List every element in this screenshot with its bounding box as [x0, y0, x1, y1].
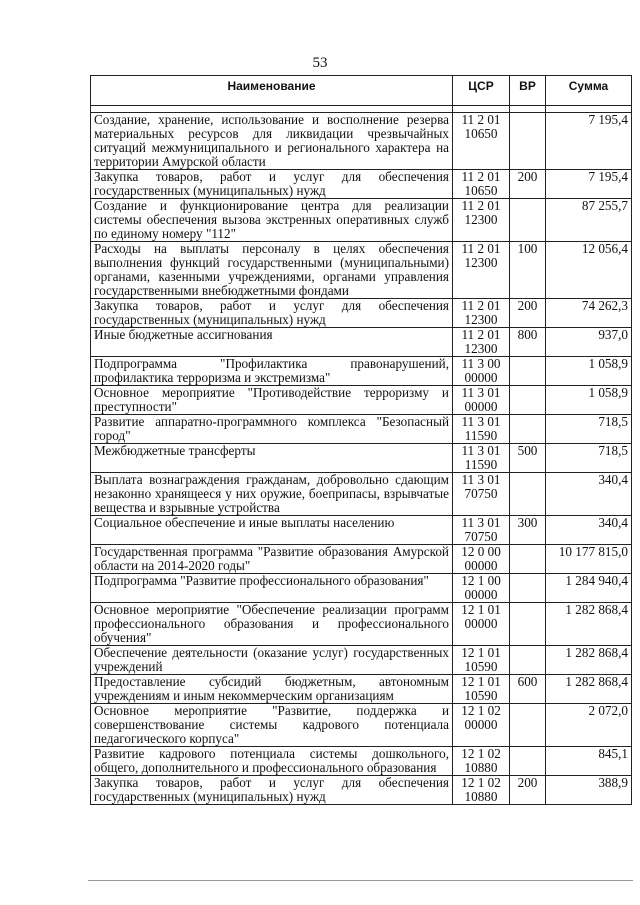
row-sum: 340,4 [546, 473, 632, 516]
row-name: Развитие аппаратно-программного комплекса "Безопасный город" [91, 415, 453, 444]
row-vr [510, 646, 546, 675]
row-name: Основное мероприятие "Развитие, поддержка и совершенствование системы кадрового потенциала педагогического корпуса" [91, 704, 453, 747]
row-csr-direction: 10650 [464, 183, 498, 198]
row-sum: 1 284 940,4 [546, 574, 632, 603]
row-vr [510, 357, 546, 386]
row-csr-direction: 12300 [464, 255, 498, 270]
row-vr [510, 199, 546, 242]
table-row [91, 574, 632, 603]
table-header-row [91, 76, 632, 106]
row-csr-program: 11 2 01 [461, 198, 501, 213]
row-csr-direction: 00000 [464, 370, 498, 385]
row-csr [453, 386, 510, 415]
table-row [91, 545, 632, 574]
row-vr: 200 [510, 776, 546, 805]
row-vr [510, 704, 546, 747]
row-csr [453, 170, 510, 199]
row-csr [453, 675, 510, 704]
table-row [91, 675, 632, 704]
row-csr-direction: 00000 [464, 616, 498, 631]
row-csr-program: 12 1 02 [461, 746, 501, 761]
row-csr [453, 545, 510, 574]
row-csr-direction: 11590 [464, 457, 498, 472]
row-vr: 300 [510, 516, 546, 545]
row-csr-direction: 10590 [464, 688, 498, 703]
row-vr: 600 [510, 675, 546, 704]
row-name: Государственная программа "Развитие образования Амурской области на 2014-2020 годы" [91, 545, 453, 574]
row-csr [453, 199, 510, 242]
row-sum: 388,9 [546, 776, 632, 805]
row-csr-program: 12 1 00 [461, 573, 501, 588]
table-row [91, 776, 632, 805]
row-csr [453, 516, 510, 545]
table-row [91, 415, 632, 444]
row-vr [510, 545, 546, 574]
row-csr-direction: 10650 [464, 126, 498, 141]
row-csr [453, 603, 510, 646]
row-sum: 1 282 868,4 [546, 603, 632, 646]
header-name: Наименование [91, 76, 453, 106]
row-csr [453, 357, 510, 386]
row-name: Закупка товаров, работ и услуг для обеспечения государственных (муниципальных) нужд [91, 299, 453, 328]
row-sum: 937,0 [546, 328, 632, 357]
row-csr-program: 11 3 01 [461, 385, 501, 400]
header-vr: ВР [510, 76, 546, 106]
row-csr-program: 12 1 01 [461, 645, 501, 660]
table-row [91, 646, 632, 675]
row-name: Обеспечение деятельности (оказание услуг) государственных учреждений [91, 646, 453, 675]
table-row [91, 357, 632, 386]
row-name: Выплата вознаграждения гражданам, добровольно сдающим незаконно хранящееся у них оружие, боеприпасы, взрывчатые вещества и взрывные устройства [91, 473, 453, 516]
row-csr [453, 776, 510, 805]
row-csr-program: 11 3 01 [461, 472, 501, 487]
row-name: Социальное обеспечение и иные выплаты населению [91, 516, 453, 545]
row-csr [453, 747, 510, 776]
row-name: Подпрограмма "Развитие профессионального образования" [91, 574, 453, 603]
row-sum: 1 282 868,4 [546, 646, 632, 675]
table-row [91, 328, 632, 357]
row-vr: 100 [510, 242, 546, 299]
row-csr-direction: 12300 [464, 212, 498, 227]
row-csr [453, 328, 510, 357]
row-csr-program: 11 3 01 [461, 414, 501, 429]
table-row [91, 704, 632, 747]
row-csr-direction: 12300 [464, 312, 498, 327]
row-vr [510, 415, 546, 444]
row-vr [510, 113, 546, 170]
row-csr-program: 11 3 00 [461, 356, 501, 371]
row-name: Создание и функционирование центра для реализации системы обеспечения вызова экстренных оперативных служб по единому номеру "112" [91, 199, 453, 242]
row-csr-program: 11 2 01 [461, 298, 501, 313]
table-row [91, 516, 632, 545]
row-vr [510, 574, 546, 603]
row-sum: 2 072,0 [546, 704, 632, 747]
row-csr [453, 473, 510, 516]
row-vr [510, 603, 546, 646]
table-row [91, 444, 632, 473]
row-vr: 200 [510, 299, 546, 328]
row-name: Иные бюджетные ассигнования [91, 328, 453, 357]
row-name: Основное мероприятие "Обеспечение реализации программ профессионального образования и профессионального обучения" [91, 603, 453, 646]
row-csr-direction: 00000 [464, 399, 498, 414]
row-csr-program: 11 2 01 [461, 169, 501, 184]
row-vr: 500 [510, 444, 546, 473]
row-vr: 200 [510, 170, 546, 199]
page-bottom-rule [88, 880, 633, 881]
row-name: Создание, хранение, использование и восполнение резерва материальных ресурсов для ликвидации чрезвычайных ситуаций межмуниципального и регионального характера на территории Амурской области [91, 113, 453, 170]
row-csr-direction: 70750 [464, 486, 498, 501]
row-sum: 340,4 [546, 516, 632, 545]
row-sum: 718,5 [546, 444, 632, 473]
row-csr [453, 574, 510, 603]
row-csr-program: 12 0 00 [461, 544, 501, 559]
row-csr-direction: 00000 [464, 558, 498, 573]
row-sum: 845,1 [546, 747, 632, 776]
row-csr-direction: 00000 [464, 587, 498, 602]
row-name: Закупка товаров, работ и услуг для обеспечения государственных (муниципальных) нужд [91, 776, 453, 805]
row-name: Предоставление субсидий бюджетным, автономным учреждениям и иным некоммерческим организациям [91, 675, 453, 704]
row-sum: 7 195,4 [546, 113, 632, 170]
row-csr-direction: 10880 [464, 789, 498, 804]
row-sum: 1 058,9 [546, 357, 632, 386]
row-vr [510, 473, 546, 516]
row-csr-program: 12 1 01 [461, 674, 501, 689]
row-csr [453, 242, 510, 299]
row-vr: 800 [510, 328, 546, 357]
row-sum: 1 282 868,4 [546, 675, 632, 704]
row-csr-program: 12 1 01 [461, 602, 501, 617]
row-csr-program: 11 2 01 [461, 112, 501, 127]
table-row [91, 113, 632, 170]
table-row [91, 199, 632, 242]
row-csr-program: 11 3 01 [461, 515, 501, 530]
row-csr-direction: 11590 [464, 428, 498, 443]
row-sum: 10 177 815,0 [546, 545, 632, 574]
row-csr [453, 415, 510, 444]
row-csr-program: 12 1 02 [461, 775, 501, 790]
table-row [91, 170, 632, 199]
row-csr-program: 11 2 01 [461, 327, 501, 342]
page-number: 53 [312, 55, 328, 71]
row-csr [453, 444, 510, 473]
row-csr [453, 113, 510, 170]
row-csr-direction: 12300 [464, 341, 498, 356]
row-sum: 87 255,7 [546, 199, 632, 242]
row-sum: 7 195,4 [546, 170, 632, 199]
row-csr [453, 704, 510, 747]
row-csr-direction: 00000 [464, 717, 498, 732]
row-csr-program: 11 2 01 [461, 241, 501, 256]
row-sum: 12 056,4 [546, 242, 632, 299]
row-name: Закупка товаров, работ и услуг для обеспечения государственных (муниципальных) нужд [91, 170, 453, 199]
row-csr-direction: 10880 [464, 760, 498, 775]
table-body [91, 106, 632, 805]
row-sum: 718,5 [546, 415, 632, 444]
row-name: Расходы на выплаты персоналу в целях обеспечения выполнения функций государственными (муниципальными) органами, казенными учреждениями, органами управления государственными внебюджетными фондами [91, 242, 453, 299]
table-row [91, 386, 632, 415]
table-row [91, 473, 632, 516]
header-csr: ЦСР [453, 76, 510, 106]
row-name: Развитие кадрового потенциала системы дошкольного, общего, дополнительного и профессионального образования [91, 747, 453, 776]
row-vr [510, 747, 546, 776]
row-vr [510, 386, 546, 415]
row-csr [453, 299, 510, 328]
table-row [91, 603, 632, 646]
table-row [91, 747, 632, 776]
row-csr [453, 646, 510, 675]
table-row [91, 299, 632, 328]
row-csr-program: 12 1 02 [461, 703, 501, 718]
row-sum: 74 262,3 [546, 299, 632, 328]
row-csr-direction: 10590 [464, 659, 498, 674]
row-name: Межбюджетные трансферты [91, 444, 453, 473]
row-csr-program: 11 3 01 [461, 443, 501, 458]
budget-table [90, 75, 632, 805]
row-csr-direction: 70750 [464, 529, 498, 544]
table-row [91, 242, 632, 299]
header-sum: Сумма [546, 76, 632, 106]
row-sum: 1 058,9 [546, 386, 632, 415]
row-name: Подпрограмма "Профилактика правонарушений, профилактика терроризма и экстремизма" [91, 357, 453, 386]
row-name: Основное мероприятие "Противодействие терроризму и преступности" [91, 386, 453, 415]
